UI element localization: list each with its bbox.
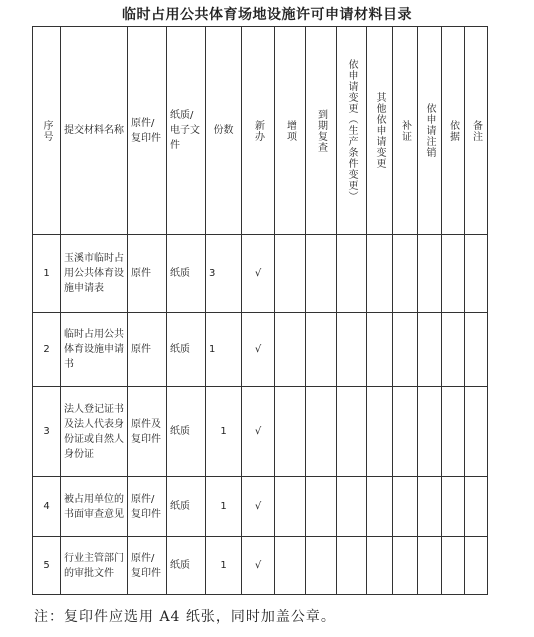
table-row: 1 玉溪市临时占用公共体育设施申请表 原件 纸质 3 √ — [33, 235, 488, 313]
header-basis: 依据 — [442, 27, 465, 235]
header-renew: 到期复查 — [306, 27, 337, 235]
table-row: 2 临时占用公共体育设施申请书 原件 纸质 1 √ — [33, 313, 488, 387]
header-remark: 备注 — [465, 27, 488, 235]
table-row: 5 行业主管部门的审批文件 原件/复印件 纸质 1 √ — [33, 537, 488, 595]
materials-table — [32, 26, 488, 595]
header-change-production: 依申请变更（生产条件变更） — [337, 27, 367, 235]
header-add: 增项 — [275, 27, 306, 235]
check-mark: √ — [242, 537, 275, 595]
check-mark: √ — [242, 387, 275, 477]
header-material: 提交材料名称 — [61, 27, 128, 235]
header-seq: 序号 — [33, 27, 61, 235]
header-new: 新办 — [242, 27, 275, 235]
document-title: 临时占用公共体育场地设施许可申请材料目录 — [122, 7, 412, 23]
footnote: 注：复印件应选用 A4 纸张，同时加盖公章。 — [34, 609, 336, 625]
header-row — [33, 27, 488, 235]
table-row: 4 被占用单位的书面审查意见 原件/复印件 纸质 1 √ — [33, 477, 488, 537]
check-mark: √ — [242, 477, 275, 537]
header-orig-copy: 原件/复印件 — [128, 27, 167, 235]
header-reissue: 补证 — [393, 27, 418, 235]
header-count: 份数 — [206, 27, 242, 235]
check-mark: √ — [242, 313, 275, 387]
header-cancel: 依申请注销 — [418, 27, 442, 235]
check-mark: √ — [242, 235, 275, 313]
header-paper-electronic: 纸质/电子文件 — [167, 27, 206, 235]
table-row: 3 法人登记证书及法人代表身份证或自然人身份证 原件及复印件 纸质 1 √ — [33, 387, 488, 477]
header-other-change: 其他依申请变更 — [367, 27, 393, 235]
